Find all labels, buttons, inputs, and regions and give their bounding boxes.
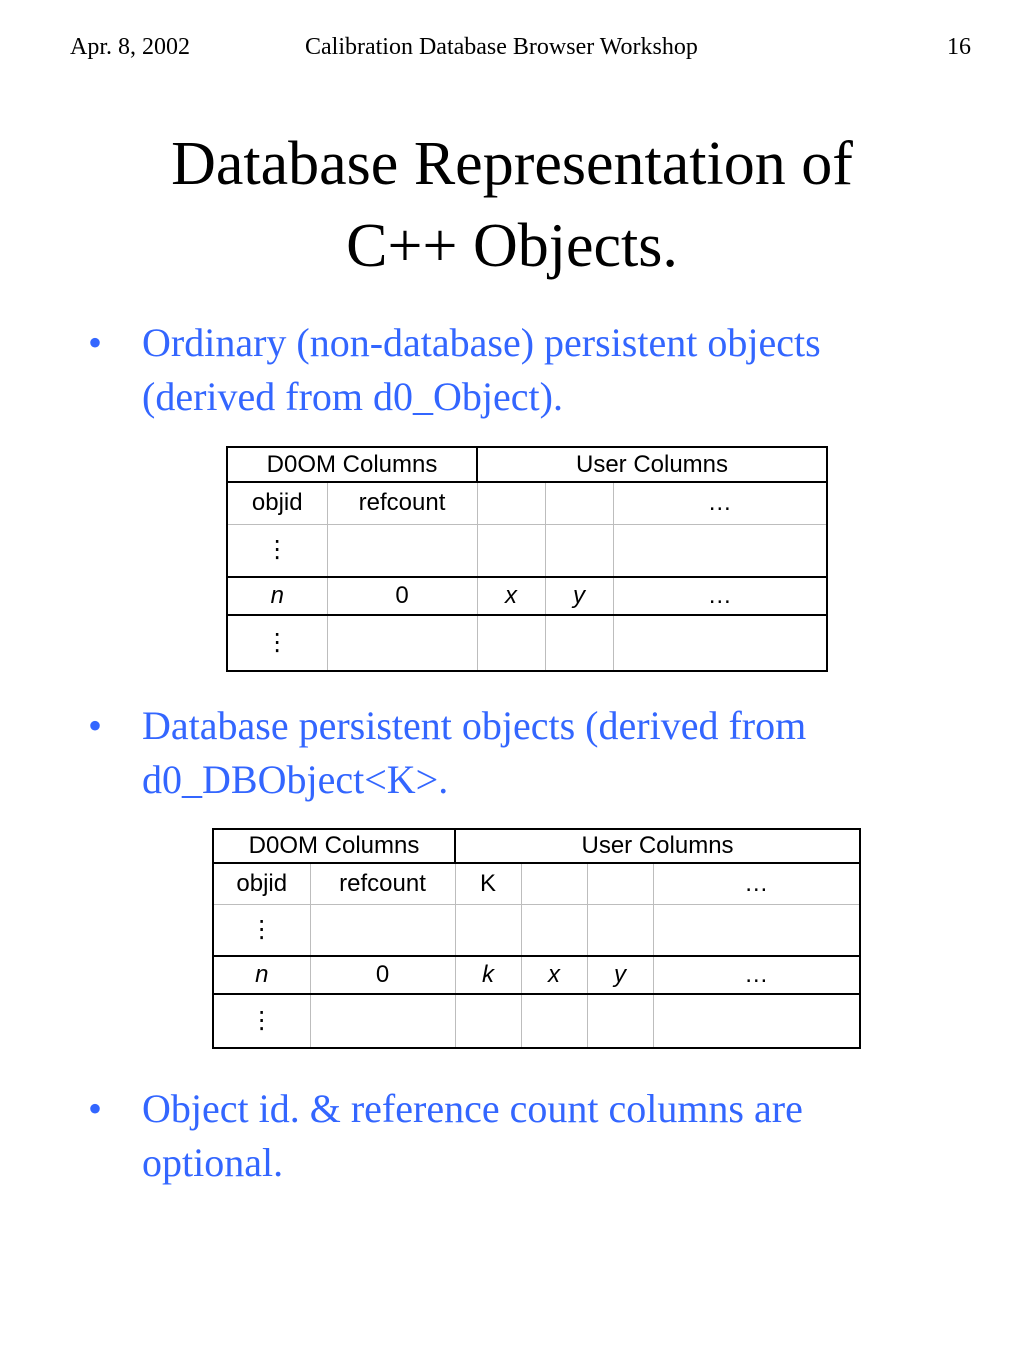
table-cell: ⋮ [227,615,327,671]
table-cell [477,615,545,671]
table-cell [327,615,477,671]
table-cell: n [227,577,327,615]
header-title: Calibration Database Browser Workshop [305,34,698,60]
table-cell [653,994,860,1048]
table-cell [310,994,455,1048]
table-cell: k [455,956,521,994]
bullet-3-line-2: optional. [142,1140,284,1185]
table-cell [455,994,521,1048]
table-cell [613,615,827,671]
bullet-marker: • [88,1086,103,1131]
bullet-marker: • [88,320,103,365]
table-cell: refcount [327,482,477,524]
table-cell [653,904,860,956]
bullet-marker: • [88,703,103,748]
slide-title-line-1: Database Representation of [171,130,853,198]
table-cell: refcount [310,863,455,904]
table-cell [521,994,587,1048]
bullet-2-line-1: Database persistent objects (derived from [142,703,807,748]
table-cell: 0 [327,577,477,615]
table-cell: K [455,863,521,904]
table-cell [545,524,613,577]
table-cell [310,904,455,956]
table-cell: x [477,577,545,615]
slide-title-line-2: C++ Objects. [346,212,678,280]
table-cell: … [613,577,827,615]
table-cell: n [213,956,310,994]
table-cell [327,524,477,577]
table-cell [521,863,587,904]
group-header-d0om: D0OM Columns [227,447,477,482]
table-cell: objid [227,482,327,524]
bullet-3-line-1: Object id. & reference count columns are [142,1086,803,1131]
table-cell: objid [213,863,310,904]
table-cell [477,482,545,524]
table-database-objects [212,828,861,1049]
table-cell: 0 [310,956,455,994]
table-cell [545,615,613,671]
table-cell [455,904,521,956]
table-cell [587,863,653,904]
table-cell: y [587,956,653,994]
group-header-d0om: D0OM Columns [213,829,455,863]
table-cell: ⋮ [213,904,310,956]
table-cell [587,994,653,1048]
group-header-user: User Columns [477,447,827,482]
table-cell: y [545,577,613,615]
table-cell: … [653,956,860,994]
bullet-1-line-1: Ordinary (non-database) persistent objects [142,320,821,365]
bullet-1-line-2: (derived from d0_Object). [142,374,563,419]
header-date: Apr. 8, 2002 [70,34,190,60]
table-cell: ⋮ [227,524,327,577]
table-cell [613,524,827,577]
bullet-2-line-2: d0_DBObject<K>. [142,757,449,802]
page-number: 16 [947,34,971,60]
table-cell [521,904,587,956]
table-cell [477,524,545,577]
table-cell: x [521,956,587,994]
table-cell: … [613,482,827,524]
group-header-user: User Columns [455,829,860,863]
table-cell [545,482,613,524]
table-cell [587,904,653,956]
table-ordinary-objects [226,446,828,672]
table-cell: … [653,863,860,904]
table-cell: ⋮ [213,994,310,1048]
